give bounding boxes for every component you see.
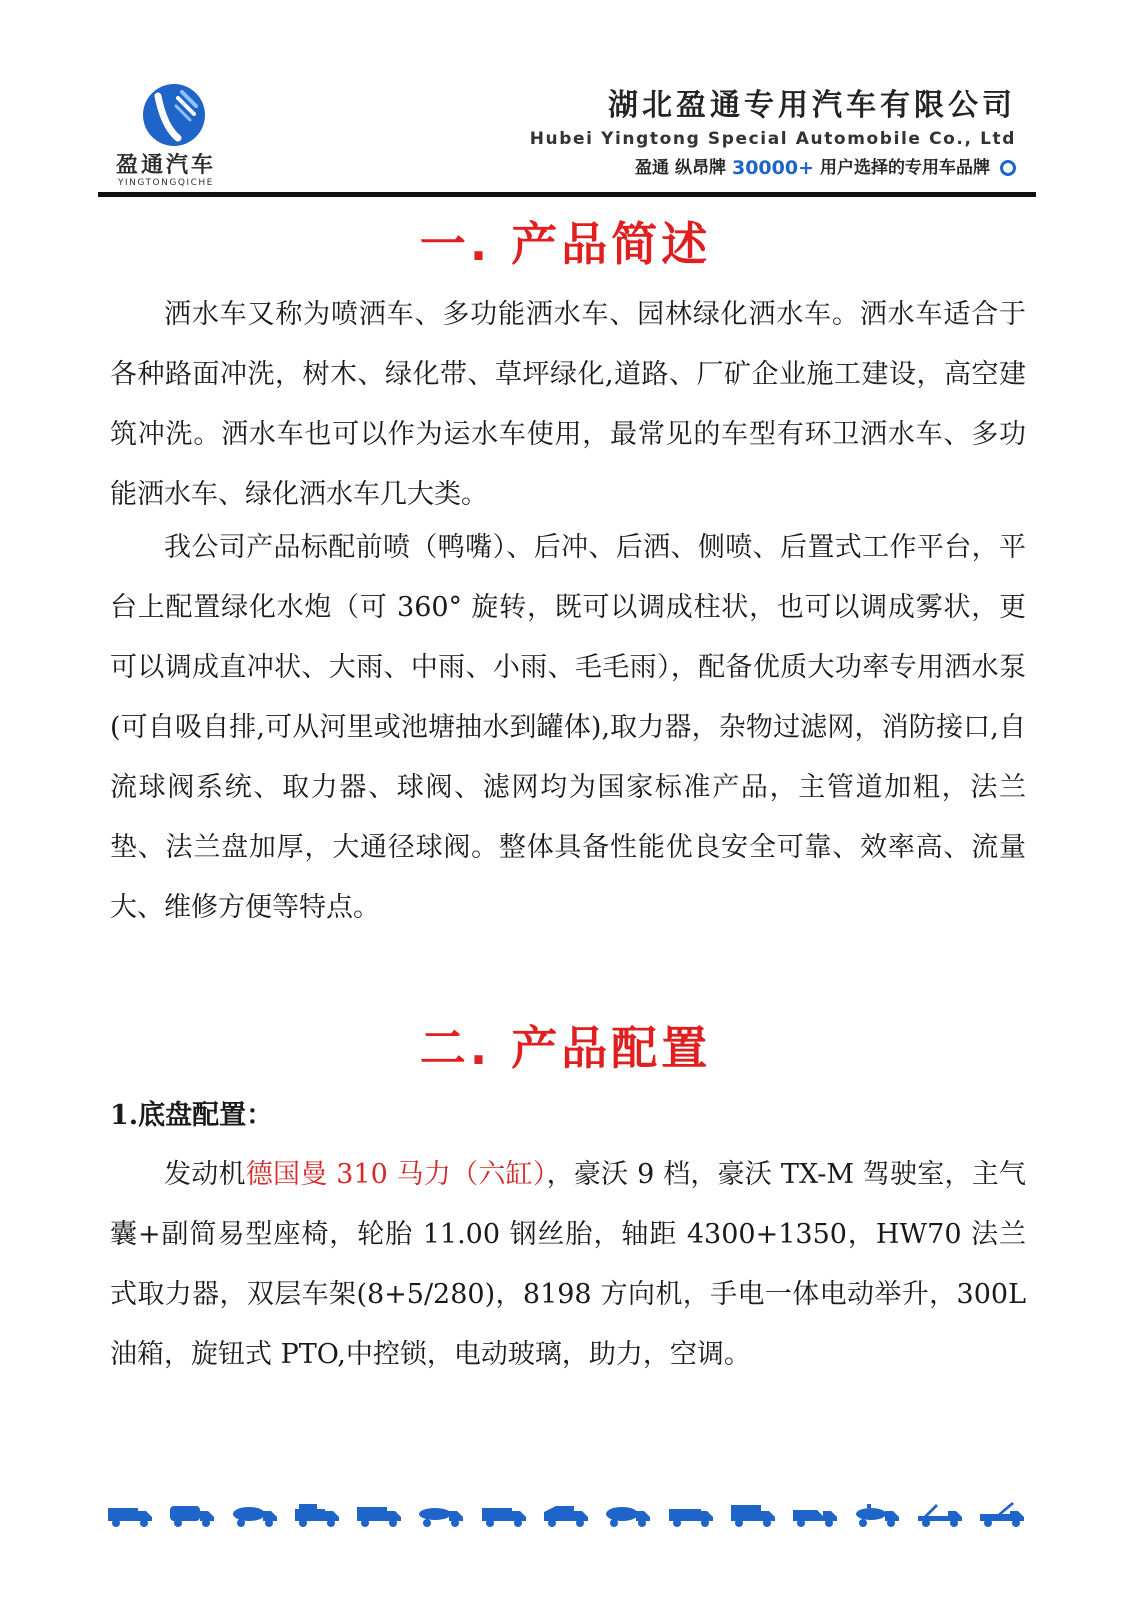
- logo-mark-icon: [138, 82, 210, 148]
- chassis-heading: 1.底盘配置：: [110, 1100, 274, 1131]
- company-logo: [108, 80, 248, 190]
- slogan-suffix: 用户选择的专用车品牌: [820, 158, 990, 178]
- truck-icon: [729, 1500, 777, 1528]
- truck-icon: [231, 1500, 279, 1528]
- truck-icon: [667, 1500, 715, 1528]
- truck-icon: [355, 1500, 403, 1528]
- truck-icon: [293, 1500, 341, 1528]
- chassis-paragraph: [110, 1145, 1026, 1385]
- slogan: [530, 154, 1016, 182]
- truck-icon: [542, 1500, 590, 1528]
- truck-icon: [978, 1500, 1026, 1528]
- slogan-number: 30000+: [731, 157, 814, 179]
- overview-paragraph-2: 我公司产品标配前喷（鸭嘴）、后冲、后洒、侧喷、后置式工作平台，平台上配置绿化水炮（可 360° 旋转，既可以调成柱状，也可以调成雾状，更可以调成直冲状、大雨、中雨、小雨、毛毛雨），配备优质大功率专用洒水泵(可自吸自排,可从河里或池塘抽水到罐体),取力器，杂物过滤网，消防接口,自流球阀系统、取力器、球阀、滤网均为国家标准产品，主管道加粗，法兰垫、法兰盘加厚，大通径球阀。整体具备性能优良安全可靠、效率高、流量大、维修方便等特点。: [110, 532, 1026, 923]
- company-name-cn: 湖北盈通专用汽车有限公司: [608, 88, 1016, 123]
- truck-icon: [417, 1500, 465, 1528]
- brand-ring-icon: [1000, 160, 1016, 176]
- truck-icon: [604, 1500, 652, 1528]
- truck-icon: [106, 1500, 154, 1528]
- company-name-en: Hubei Yingtong Special Automobile Co., Ltd: [529, 129, 1016, 149]
- company-block: [530, 88, 1016, 182]
- footer-truck-strip: [106, 1488, 1026, 1528]
- truck-icon: [791, 1500, 839, 1528]
- truck-icon: [480, 1500, 528, 1528]
- header-divider: [98, 192, 1036, 197]
- slogan-prefix: 盈通 纵昂牌: [635, 158, 726, 178]
- logo-pinyin: YINGTONGQICHE: [118, 178, 214, 188]
- truck-icon: [168, 1500, 216, 1528]
- chassis-text-before: 发动机: [164, 1159, 246, 1190]
- truck-icon: [853, 1500, 901, 1528]
- chassis-engine: 德国曼 310 马力（六缸）: [245, 1159, 547, 1190]
- section-title-config: 二. 产品配置: [419, 1021, 712, 1075]
- page-header: [98, 78, 1036, 196]
- section-title-overview: 一. 产品简述: [419, 217, 712, 271]
- overview-paragraph-1: 洒水车又称为喷洒车、多功能洒水车、园林绿化洒水车。洒水车适合于各种路面冲洗，树木、绿化带、草坪绿化,道路、厂矿企业施工建设，高空建筑冲洗。洒水车也可以作为运水车使用，最常见的车型有环卫洒水车、多功能洒水车、绿化洒水车几大类。: [110, 299, 1026, 510]
- chassis-text-after: ，豪沃 9 档，豪沃 TX-M 驾驶室，主气囊+副简易型座椅，轮胎 11.00 钢丝胎，轴距 4300+1350，HW70 法兰式取力器，双层车架(8+5/280)，8198 方向机，手电一体电动举升，300L 油箱，旋钮式 PTO,中控锁，电动玻璃，助力，空调。: [110, 1159, 1027, 1370]
- truck-icon: [916, 1500, 964, 1528]
- logo-name: 盈通汽车: [116, 153, 217, 178]
